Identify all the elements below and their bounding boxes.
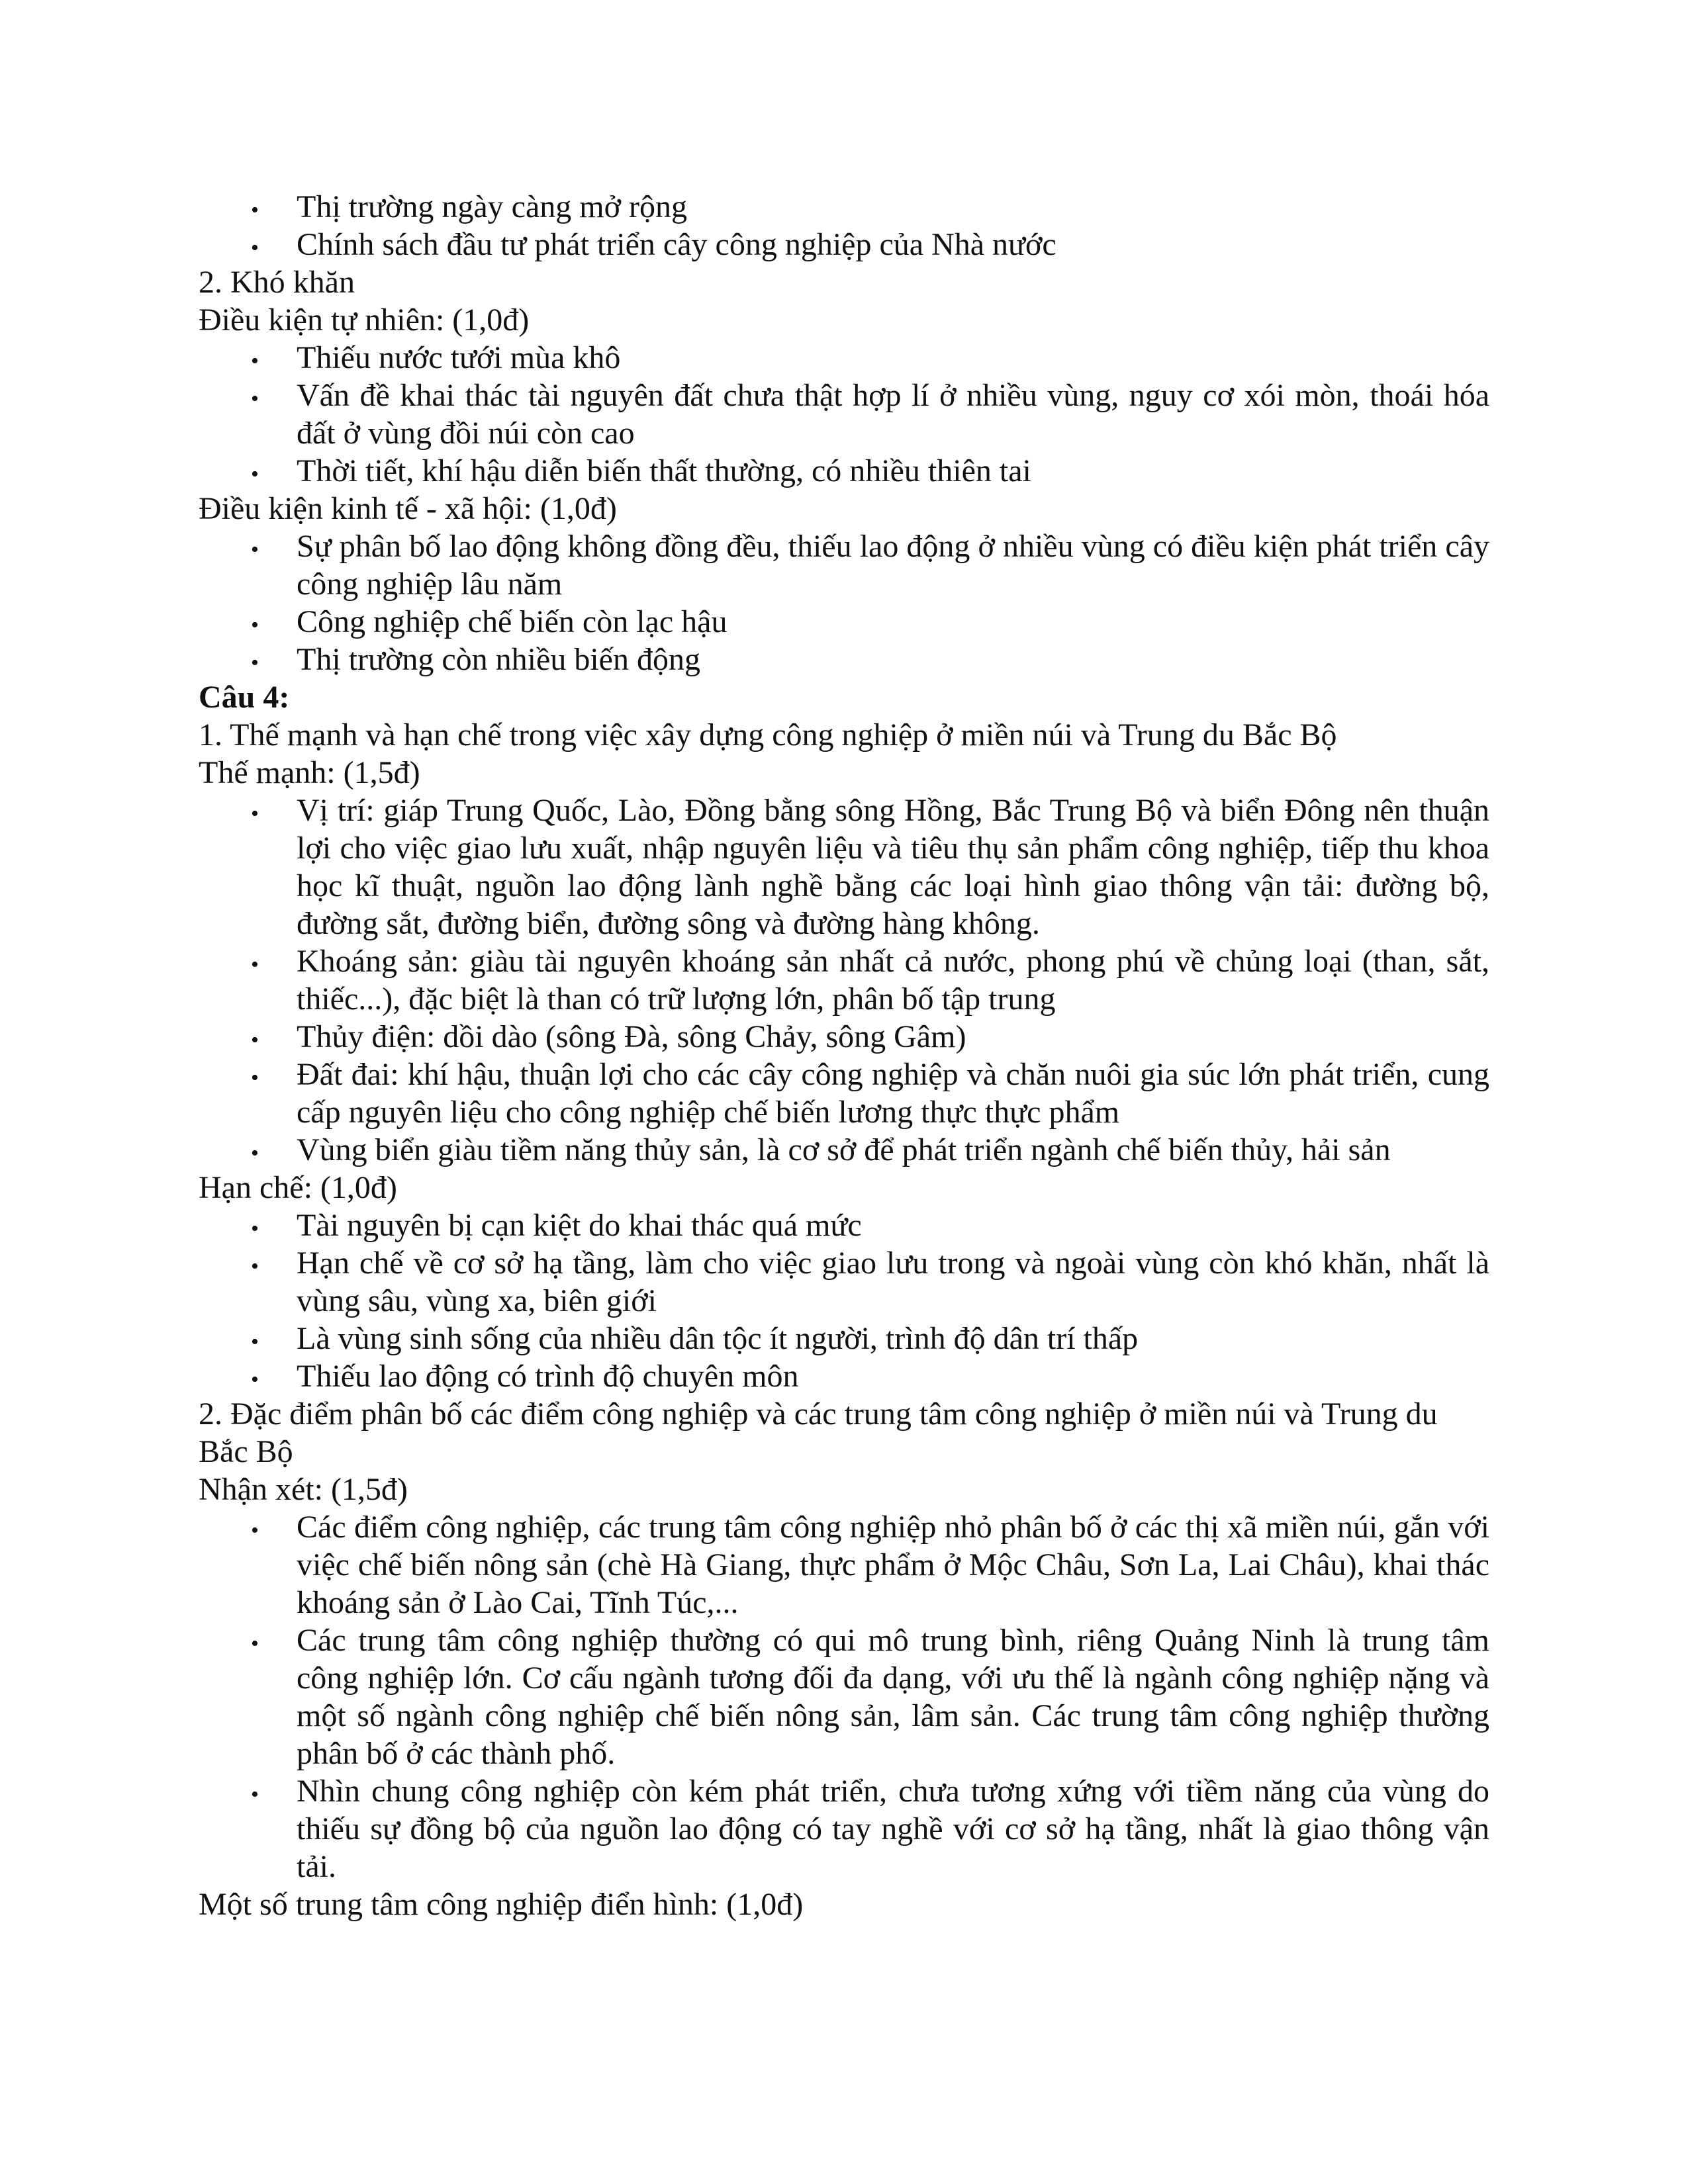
- bullet-icon: [245, 792, 265, 833]
- bullet-item: [199, 527, 1489, 603]
- bullet-text: Hạn chế về cơ sở hạ tầng, làm cho việc giao lưu trong và ngoài vùng còn khó khăn, nhất là vùng sâu, vùng xa, biên giới: [297, 1246, 1489, 1318]
- bullet-item: [199, 339, 1489, 377]
- bullet-text: Thiếu lao động có trình độ chuyên môn: [297, 1359, 799, 1394]
- subsection-label: Nhận xét: (1,5đ): [199, 1472, 408, 1507]
- subsection-label: Một số trung tâm công nghiệp điển hình: (1,0đ): [199, 1887, 804, 1922]
- bullet-item: [199, 1320, 1489, 1357]
- bullet-icon: [245, 641, 265, 682]
- bullet-icon: [245, 377, 265, 418]
- bullet-item: [199, 1018, 1489, 1056]
- bullet-item: [199, 188, 1489, 226]
- bullet-text: Thị trường còn nhiều biến động: [297, 642, 700, 677]
- bullet-icon: [245, 226, 265, 267]
- bullet-item: [199, 792, 1489, 942]
- bullet-item: [199, 226, 1489, 263]
- section-heading: 1. Thế mạnh và hạn chế trong việc xây dựng công nghiệp ở miền núi và Trung du Bắc Bộ: [199, 717, 1337, 752]
- bullet-item: [199, 1206, 1489, 1244]
- bullet-icon: [245, 1018, 265, 1059]
- bullet-icon: [245, 1357, 265, 1398]
- bullet-item: [199, 603, 1489, 641]
- bullet-icon: [245, 1244, 265, 1285]
- bullet-text: Công nghiệp chế biến còn lạc hậu: [297, 604, 727, 639]
- subsection-label: Thế mạnh: (1,5đ): [199, 755, 420, 790]
- bullet-item: [199, 1131, 1489, 1169]
- bullet-text: Nhìn chung công nghiệp còn kém phát triển, chưa tương xứng với tiềm năng của vùng do thiếu sự đồng bộ của nguồn lao động có tay nghề với cơ sở hạ tầng, nhất là giao thông vận tải.: [297, 1774, 1489, 1884]
- bullet-icon: [245, 188, 265, 229]
- bullet-text: Thiếu nước tưới mùa khô: [297, 340, 621, 375]
- bullet-text: Thời tiết, khí hậu diễn biến thất thường, có nhiều thiên tai: [297, 453, 1031, 488]
- bullet-text: Vị trí: giáp Trung Quốc, Lào, Đồng bằng sông Hồng, Bắc Trung Bộ và biển Đông nên thuận lợi cho việc giao lưu xuất, nhập nguyên liệu và tiêu thụ sản phẩm công nghiệp, tiếp thu khoa học kĩ thuật, nguồn lao động lành nghề bằng các loại hình giao thông vận tải: đường bộ, đường sắt, đường biển, đường sông và đường hàng không.: [297, 793, 1489, 941]
- bullet-icon: [245, 1621, 265, 1662]
- document-page: [199, 188, 1489, 1923]
- bullet-item: [199, 1056, 1489, 1131]
- bullet-icon: [245, 603, 265, 644]
- bullet-icon: [245, 1056, 265, 1097]
- bullet-icon: [245, 452, 265, 493]
- bullet-text: Đất đai: khí hậu, thuận lợi cho các cây công nghiệp và chăn nuôi gia súc lớn phát triển, cung cấp nguyên liệu cho công nghiệp chế biến lương thực thực phẩm: [297, 1057, 1489, 1130]
- bullet-item: [199, 1508, 1489, 1621]
- bullet-icon: [245, 527, 265, 569]
- bullet-icon: [245, 1772, 265, 1813]
- bullet-text: Tài nguyên bị cạn kiệt do khai thác quá mức: [297, 1208, 862, 1243]
- bullet-item: [199, 452, 1489, 490]
- bullet-item: [199, 1244, 1489, 1320]
- bullet-item: [199, 942, 1489, 1018]
- bullet-text: Các trung tâm công nghiệp thường có qui mô trung bình, riêng Quảng Ninh là trung tâm công nghiệp lớn. Cơ cấu ngành tương đối đa dạng, với ưu thế là ngành công nghiệp nặng và một số ngành công nghiệp chế biến nông sản, lâm sản. Các trung tâm công nghiệp thường phân bố ở các thành phố.: [297, 1623, 1489, 1771]
- bullet-text: Chính sách đầu tư phát triển cây công nghiệp của Nhà nước: [297, 227, 1056, 262]
- bullet-text: Sự phân bố lao động không đồng đều, thiếu lao động ở nhiều vùng có điều kiện phát triển cây công nghiệp lâu năm: [297, 529, 1489, 602]
- bullet-item: [199, 1772, 1489, 1886]
- subsection-label: Hạn chế: (1,0đ): [199, 1170, 397, 1205]
- bullet-icon: [245, 942, 265, 983]
- bullet-text: Vấn đề khai thác tài nguyên đất chưa thật hợp lí ở nhiều vùng, nguy cơ xói mòn, thoái hóa đất ở vùng đồi núi còn cao: [297, 378, 1489, 451]
- bullet-item: [199, 641, 1489, 678]
- bullet-text: Là vùng sinh sống của nhiều dân tộc ít người, trình độ dân trí thấp: [297, 1321, 1139, 1356]
- subsection-label: Điều kiện tự nhiên: (1,0đ): [199, 302, 530, 338]
- subsection-label: Điều kiện kinh tế - xã hội: (1,0đ): [199, 491, 617, 526]
- bullet-icon: [245, 339, 265, 380]
- question-heading: Câu 4:: [199, 680, 290, 715]
- bullet-text: Thị trường ngày càng mở rộng: [297, 189, 687, 224]
- bullet-text: Vùng biển giàu tiềm năng thủy sản, là cơ sở để phát triển ngành chế biến thủy, hải sản: [297, 1132, 1391, 1167]
- section-heading: 2. Đặc điểm phân bố các điểm công nghiệp và các trung tâm công nghiệp ở miền núi và Trung du Bắc Bộ: [199, 1396, 1438, 1469]
- bullet-item: [199, 1621, 1489, 1772]
- bullet-icon: [245, 1508, 265, 1549]
- bullet-text: Khoáng sản: giàu tài nguyên khoáng sản nhất cả nước, phong phú về chủng loại (than, sắt, thiếc...), đặc biệt là than có trữ lượng lớn, phân bố tập trung: [297, 944, 1489, 1017]
- bullet-text: Thủy điện: dồi dào (sông Đà, sông Chảy, sông Gâm): [297, 1019, 966, 1054]
- bullet-item: [199, 1357, 1489, 1395]
- bullet-icon: [245, 1320, 265, 1361]
- bullet-icon: [245, 1206, 265, 1248]
- bullet-item: [199, 377, 1489, 452]
- bullet-icon: [245, 1131, 265, 1172]
- bullet-text: Các điểm công nghiệp, các trung tâm công nghiệp nhỏ phân bố ở các thị xã miền núi, gắn với việc chế biến nông sản (chè Hà Giang, thực phẩm ở Mộc Châu, Sơn La, Lai Châu), khai thác khoáng sản ở Lào Cai, Tĩnh Túc,...: [297, 1510, 1489, 1620]
- section-heading: 2. Khó khăn: [199, 265, 355, 300]
